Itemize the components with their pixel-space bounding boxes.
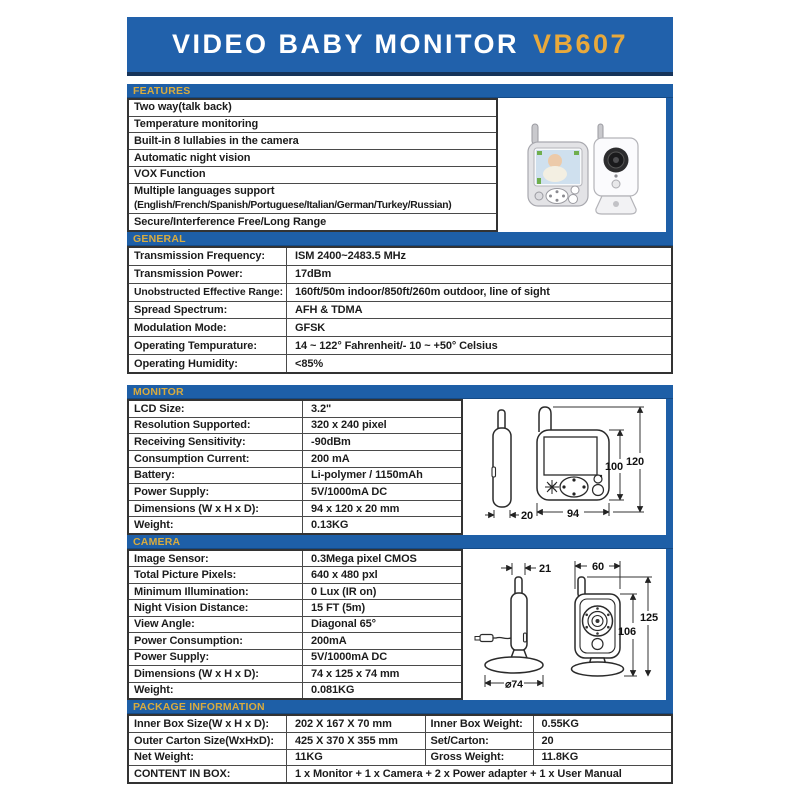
camera-right-stripe <box>666 549 673 700</box>
spec-label: Weight: <box>129 683 303 698</box>
feature-row <box>129 150 496 167</box>
spec-value: 200 mA <box>311 452 350 465</box>
spec-label: Power Consumption: <box>129 633 303 648</box>
spec-value: Li-polymer / 1150mAh <box>311 469 423 482</box>
general-table <box>127 246 673 374</box>
spec-value: -90dBm <box>311 436 351 449</box>
spec-label: Receiving Sensitivity: <box>129 434 303 450</box>
feature-text: Temperature monitoring <box>134 118 259 131</box>
spec-value: <85% <box>295 357 324 370</box>
table-row <box>129 337 671 355</box>
spec-label: Gross Weight: <box>426 750 534 766</box>
monitor-diagram-cell <box>463 399 666 535</box>
spec-label: Total Picture Pixels: <box>129 567 303 582</box>
feature-row <box>129 100 496 117</box>
spec-value: AFH & TDMA <box>295 304 363 316</box>
spec-value: 94 x 120 x 20 mm <box>311 502 400 515</box>
features-header: FEATURES <box>133 84 191 97</box>
table-row <box>129 666 461 682</box>
spec-label: Transmission Frequency: <box>129 248 287 265</box>
features-table <box>127 98 498 232</box>
table-row <box>129 501 461 518</box>
camera-dimension-diagram <box>463 549 666 700</box>
monitor-dim-total-height-label: 120 <box>625 456 645 468</box>
spec-label: Inner Box Size(W x H x D): <box>129 716 287 732</box>
spec-label: Operating Humidity: <box>129 355 287 372</box>
features-right-stripe <box>666 98 673 232</box>
camera-header: CAMERA <box>133 535 181 548</box>
table-row <box>129 266 671 284</box>
spec-label: Dimensions (W x H x D): <box>129 501 303 517</box>
table-row <box>129 567 461 583</box>
table-row <box>129 650 461 666</box>
spec-label: Power Supply: <box>129 484 303 500</box>
page-title-main: VIDEO BABY MONITOR <box>171 29 519 59</box>
feature-row <box>129 117 496 134</box>
table-row <box>129 617 461 633</box>
feature-text: Automatic night vision <box>134 151 251 164</box>
table-row <box>129 766 671 782</box>
spec-label: Operating Tempurature: <box>129 337 287 354</box>
spec-value: 0 Lux (IR on) <box>311 585 377 598</box>
spec-label: CONTENT IN BOX: <box>129 766 287 782</box>
monitor-dim-width-label: 94 <box>566 508 580 520</box>
feature-row <box>129 214 496 230</box>
table-row <box>129 517 461 533</box>
table-row <box>129 551 461 567</box>
product-photo-illustration <box>498 98 666 232</box>
spec-value: 320 x 240 pixel <box>311 419 387 432</box>
spec-label: Set/Carton: <box>426 733 534 749</box>
feature-text: Two way(talk back) <box>134 101 232 114</box>
table-row <box>129 584 461 600</box>
spec-value: ISM 2400~2483.5 MHz <box>295 250 406 263</box>
spec-label: Inner Box Weight: <box>426 716 534 732</box>
table-row <box>129 451 461 468</box>
table-row <box>129 401 461 418</box>
spec-value: 0.3Mega pixel CMOS <box>311 552 417 565</box>
spec-label: Power Supply: <box>129 650 303 665</box>
spec-label: Night Vision Distance: <box>129 600 303 615</box>
spec-label: Outer Carton Size(WxHxD): <box>129 733 287 749</box>
camera-dim-body-height-label: 106 <box>617 626 637 638</box>
spec-label: Spread Spectrum: <box>129 302 287 319</box>
spec-value: Diagonal 65° <box>311 618 376 631</box>
spec-value: 200mA <box>311 634 347 647</box>
spec-value: 3.2" <box>311 402 332 415</box>
monitor-dim-body-height-label: 100 <box>604 461 624 473</box>
feature-row <box>129 133 496 150</box>
feature-text: Secure/Interference Free/Long Range <box>134 215 327 228</box>
camera-dim-base-diameter-label: ⌀74 <box>505 678 523 691</box>
spec-value: 17dBm <box>295 268 332 281</box>
table-row <box>129 600 461 616</box>
monitor-dim-depth-label: 20 <box>520 510 534 522</box>
features-header-band <box>127 84 673 98</box>
package-header-band <box>127 700 673 714</box>
feature-text-line2: (English/French/Spanish/Portuguese/Italian/German/Turkey/Russian) <box>134 199 452 211</box>
spec-label: Transmission Power: <box>129 266 287 283</box>
table-row <box>129 284 671 302</box>
spec-label: Unobstructed Effective Range: <box>129 284 287 301</box>
table-row <box>129 302 671 320</box>
spec-label: Image Sensor: <box>129 551 303 566</box>
spec-label: View Angle: <box>129 617 303 632</box>
spec-value: 202 X 167 X 70 mm <box>287 716 426 732</box>
camera-dim-side-width-label: 21 <box>538 563 552 575</box>
spec-value: 15 FT (5m) <box>311 602 366 615</box>
spec-label: Consumption Current: <box>129 451 303 467</box>
spec-label: Battery: <box>129 468 303 484</box>
feature-row <box>129 167 496 184</box>
spec-value: 20 <box>541 734 554 747</box>
camera-diagram-cell <box>463 549 666 700</box>
product-photo-cell <box>498 98 666 232</box>
monitor-table <box>127 399 463 535</box>
spec-value: 74 x 125 x 74 mm <box>311 667 400 680</box>
table-row <box>129 355 671 372</box>
table-row <box>129 468 461 485</box>
spec-label: Modulation Mode: <box>129 319 287 336</box>
table-row <box>129 484 461 501</box>
table-row <box>129 319 671 337</box>
spec-value: 11KG <box>287 750 426 766</box>
general-header: GENERAL <box>133 232 186 245</box>
spec-value: 640 x 480 pxl <box>311 569 378 582</box>
table-row <box>129 248 671 266</box>
table-row <box>129 683 461 698</box>
monitor-dimension-diagram <box>463 399 666 535</box>
monitor-header-band <box>127 385 673 399</box>
feature-text: VOX Function <box>134 168 206 181</box>
table-row <box>129 716 671 733</box>
table-row <box>129 434 461 451</box>
camera-dim-total-height-label: 125 <box>639 612 659 624</box>
spec-value: 1 x Monitor + 1 x Camera + 2 x Power adapter + 1 x User Manual <box>295 768 622 781</box>
spec-label: Net Weight: <box>129 750 287 766</box>
spec-label: Resolution Supported: <box>129 418 303 434</box>
feature-text: Built-in 8 lullabies in the camera <box>134 134 299 147</box>
table-row <box>129 418 461 435</box>
table-row <box>129 750 671 767</box>
spec-value: 0.081KG <box>311 684 355 697</box>
general-header-band <box>127 232 673 246</box>
monitor-header: MONITOR <box>133 385 184 398</box>
title-banner <box>127 17 673 76</box>
spec-value: 5V/1000mA DC <box>311 651 388 664</box>
spec-label: Weight: <box>129 517 303 533</box>
spec-label: LCD Size: <box>129 401 303 417</box>
spec-value: 0.13KG <box>311 519 349 532</box>
spec-value: 160ft/50m indoor/850ft/260m outdoor, line of sight <box>295 286 550 299</box>
table-row <box>129 733 671 750</box>
spec-value: 5V/1000mA DC <box>311 485 388 498</box>
spec-value: 0.55KG <box>541 717 579 730</box>
package-header: PACKAGE INFORMATION <box>133 700 265 713</box>
page-title <box>172 29 628 60</box>
model-number: VB607 <box>532 29 629 59</box>
spec-value: 11.8KG <box>541 751 579 764</box>
monitor-right-stripe <box>666 399 673 535</box>
spec-value: 425 X 370 X 355 mm <box>287 733 426 749</box>
feature-row <box>129 184 496 215</box>
spec-label: Dimensions (W x H x D): <box>129 666 303 681</box>
table-row <box>129 633 461 649</box>
package-table <box>127 714 673 784</box>
spec-value: 14 ~ 122° Fahrenheit/- 10 ~ +50° Celsius <box>295 339 498 352</box>
camera-header-band <box>127 535 673 549</box>
feature-text: Multiple languages support <box>134 184 275 197</box>
spec-value: GFSK <box>295 321 326 334</box>
camera-table <box>127 549 463 700</box>
camera-dim-front-width-label: 60 <box>591 561 605 573</box>
spec-label: Minimum Illumination: <box>129 584 303 599</box>
